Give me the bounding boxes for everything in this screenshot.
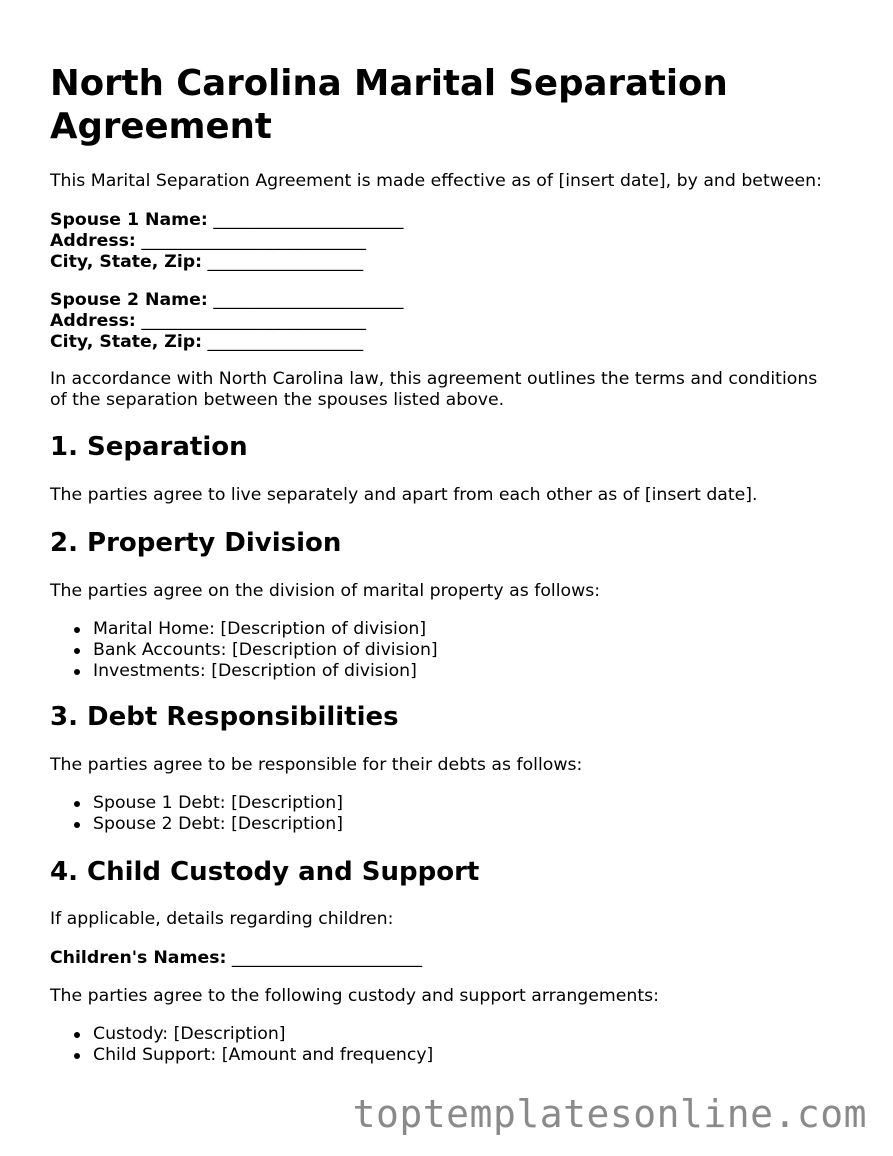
watermark: toptemplatesonline.com: [352, 1092, 867, 1136]
intro-text: This Marital Separation Agreement is made effective as of [insert date], by and between:: [50, 171, 822, 191]
list-item-text: Bank Accounts: [Description of division]: [93, 640, 438, 660]
children-names-label: Children's Names:: [50, 948, 227, 968]
spouse1-block: [50, 210, 403, 273]
spouse1-address-row: [50, 231, 403, 252]
bullet-icon: [74, 669, 80, 675]
list-item: [50, 1045, 433, 1066]
document-title: North Carolina Marital Separation Agreement: [50, 63, 728, 147]
spouse1-city-label: City, State, Zip:: [50, 252, 203, 272]
section-heading-property: 2. Property Division: [50, 528, 342, 558]
list-item-text: Marital Home: [Description of division]: [93, 619, 427, 639]
list-item: [50, 619, 438, 640]
bullet-icon: [74, 1032, 80, 1038]
spouse1-name-row: [50, 210, 403, 231]
list-item: [50, 640, 438, 661]
bullet-icon: [74, 648, 80, 654]
spouse2-block: [50, 290, 403, 353]
custody-list: [50, 1024, 433, 1066]
list-item: [50, 661, 438, 682]
bullet-icon: [74, 627, 80, 633]
list-item: [50, 1024, 433, 1045]
law-text-line1: In accordance with North Carolina law, this agreement outlines the terms and conditions: [50, 369, 818, 389]
spouse1-city-row: [50, 252, 403, 273]
spouse2-address-blank: __________________________: [141, 311, 366, 331]
section-heading-custody: 4. Child Custody and Support: [50, 857, 480, 887]
debt-list: [50, 793, 343, 835]
spouse2-address-label: Address:: [50, 311, 136, 331]
children-names-row: [50, 948, 422, 969]
spouse2-city-label: City, State, Zip:: [50, 332, 203, 352]
spouse2-name-label: Spouse 2 Name:: [50, 290, 208, 310]
section-heading-debt: 3. Debt Responsibilities: [50, 702, 399, 732]
debt-text: The parties agree to be responsible for their debts as follows:: [50, 755, 583, 775]
law-text-line2: of the separation between the spouses listed above.: [50, 390, 505, 410]
spouse1-address-blank: __________________________: [141, 231, 366, 251]
list-item-text: Child Support: [Amount and frequency]: [93, 1045, 434, 1065]
list-item: [50, 793, 343, 814]
spouse1-address-label: Address:: [50, 231, 136, 251]
list-item: [50, 814, 343, 835]
list-item-text: Investments: [Description of division]: [93, 661, 417, 681]
spouse2-city-blank: __________________: [207, 332, 364, 352]
property-list: [50, 619, 438, 682]
list-item-text: Spouse 2 Debt: [Description]: [93, 814, 343, 834]
custody-text: If applicable, details regarding children:: [50, 909, 394, 929]
arrangements-text: The parties agree to the following custody and support arrangements:: [50, 986, 659, 1006]
spouse1-name-blank: ______________________: [213, 210, 404, 230]
bullet-icon: [74, 801, 80, 807]
section-heading-separation: 1. Separation: [50, 432, 248, 462]
list-item-text: Spouse 1 Debt: [Description]: [93, 793, 343, 813]
list-item-text: Custody: [Description]: [93, 1024, 286, 1044]
spouse2-address-row: [50, 311, 403, 332]
property-text: The parties agree on the division of marital property as follows:: [50, 581, 601, 601]
spouse1-name-label: Spouse 1 Name:: [50, 210, 208, 230]
spouse2-name-row: [50, 290, 403, 311]
spouse1-city-blank: __________________: [207, 252, 364, 272]
spouse2-city-row: [50, 332, 403, 353]
bullet-icon: [74, 1053, 80, 1059]
bullet-icon: [74, 822, 80, 828]
spouse2-name-blank: ______________________: [213, 290, 404, 310]
children-names-blank: ______________________: [231, 948, 422, 968]
separation-text: The parties agree to live separately and apart from each other as of [insert date].: [50, 485, 758, 505]
